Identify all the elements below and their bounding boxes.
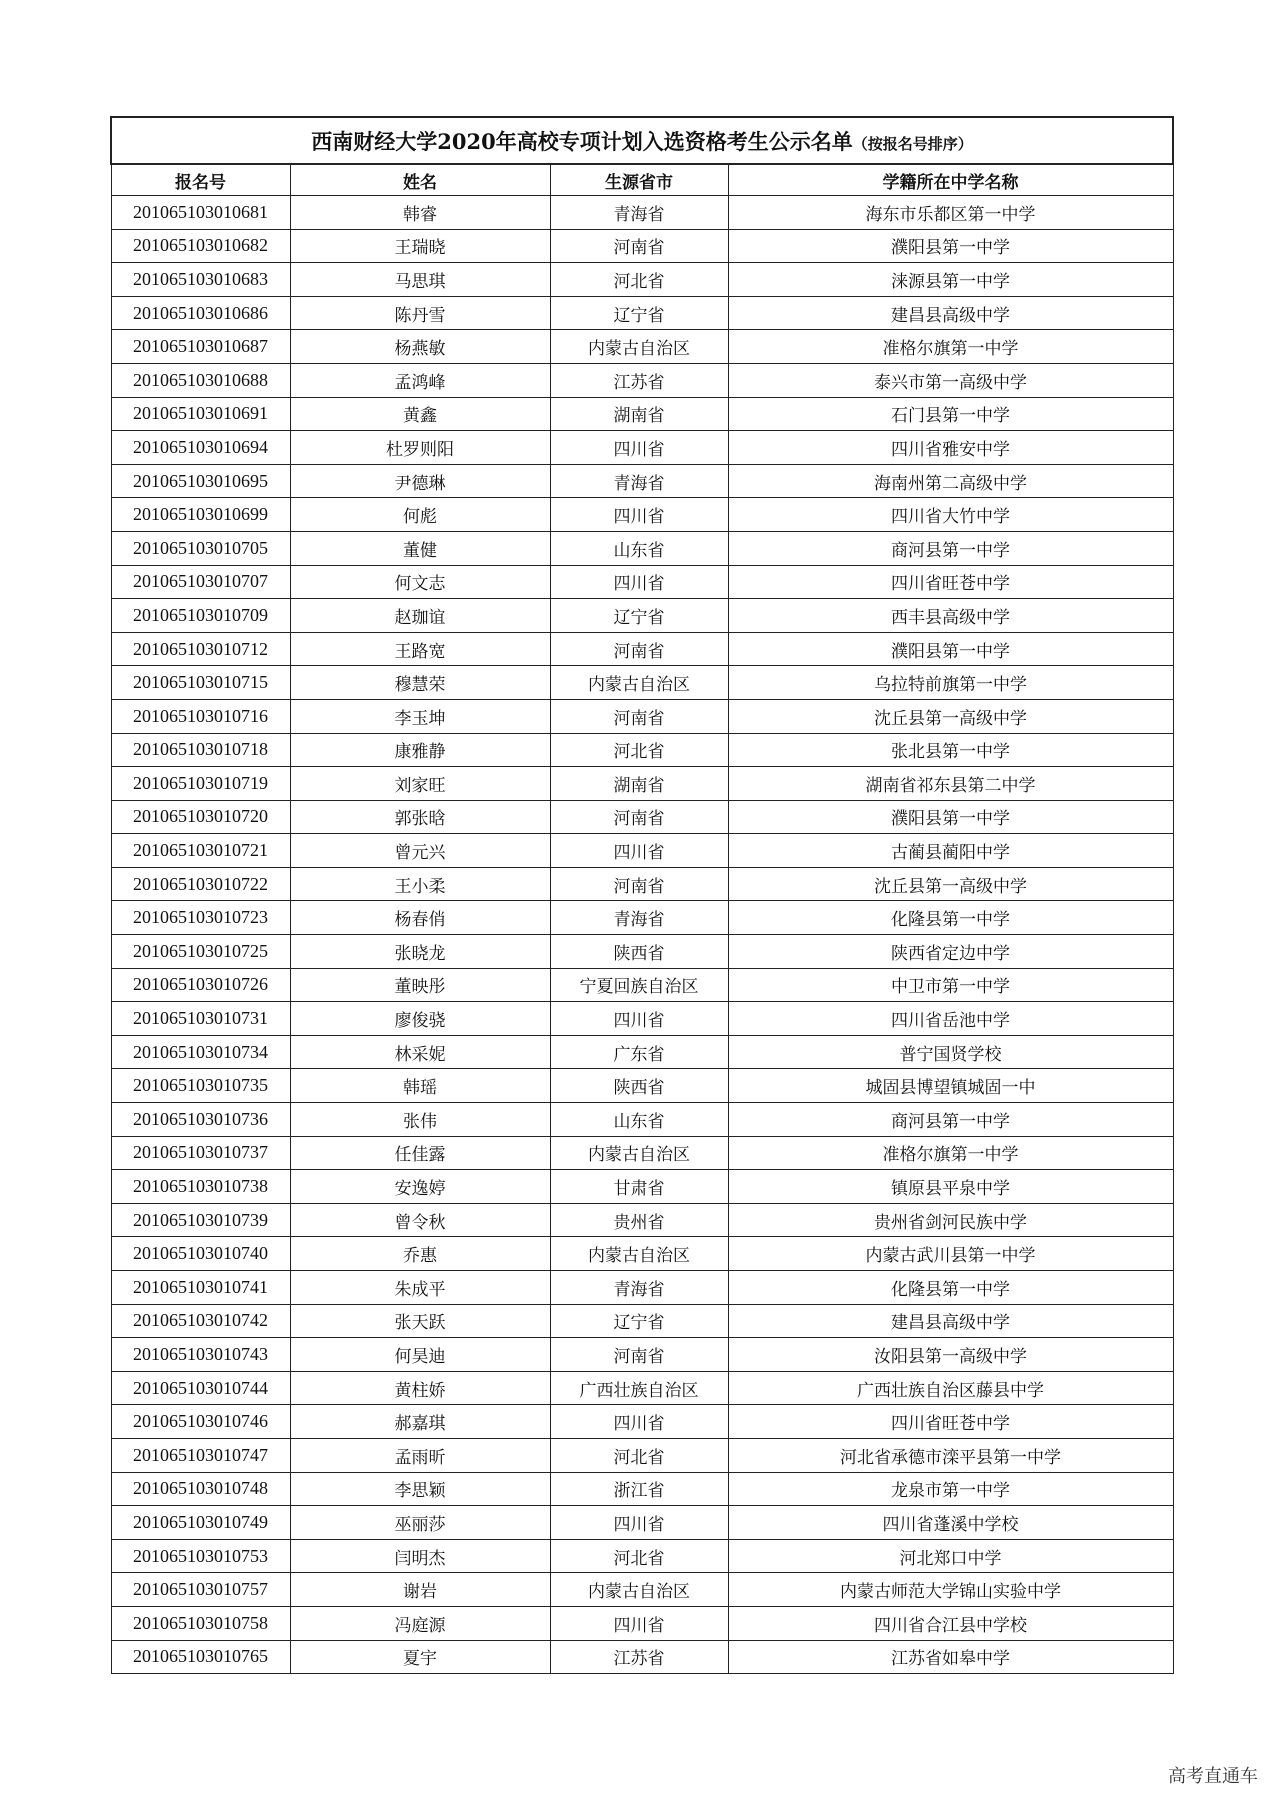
province-cell: 湖南省 bbox=[550, 767, 728, 801]
name-cell: 王瑞晓 bbox=[290, 229, 550, 263]
registration-no-cell: 201065103010738 bbox=[111, 1170, 290, 1204]
registration-no-cell: 201065103010746 bbox=[111, 1405, 290, 1439]
school-cell: 四川省岳池中学 bbox=[728, 1002, 1173, 1036]
table-row bbox=[111, 330, 1173, 364]
province-cell: 广西壮族自治区 bbox=[550, 1371, 728, 1405]
table-row bbox=[111, 867, 1173, 901]
province-cell: 河南省 bbox=[550, 229, 728, 263]
province-cell: 河北省 bbox=[550, 733, 728, 767]
name-cell: 夏宇 bbox=[290, 1640, 550, 1674]
name-cell: 郝嘉琪 bbox=[290, 1405, 550, 1439]
registration-no-cell: 201065103010734 bbox=[111, 1035, 290, 1069]
column-header-province: 生源省市 bbox=[550, 164, 728, 196]
province-cell: 河南省 bbox=[550, 800, 728, 834]
table-row bbox=[111, 1035, 1173, 1069]
school-cell: 四川省旺苍中学 bbox=[728, 565, 1173, 599]
table-row bbox=[111, 800, 1173, 834]
school-cell: 城固县博望镇城固一中 bbox=[728, 1069, 1173, 1103]
school-cell: 建昌县高级中学 bbox=[728, 296, 1173, 330]
title-row bbox=[111, 117, 1173, 164]
table-row bbox=[111, 1237, 1173, 1271]
column-header-registration-no: 报名号 bbox=[111, 164, 290, 196]
school-cell: 普宁国贤学校 bbox=[728, 1035, 1173, 1069]
watermark: 高考直通车 bbox=[1168, 1766, 1258, 1787]
name-cell: 黄柱娇 bbox=[290, 1371, 550, 1405]
name-cell: 廖俊骁 bbox=[290, 1002, 550, 1036]
name-cell: 韩睿 bbox=[290, 196, 550, 230]
province-cell: 江苏省 bbox=[550, 363, 728, 397]
name-cell: 安逸婷 bbox=[290, 1170, 550, 1204]
registration-no-cell: 201065103010753 bbox=[111, 1539, 290, 1573]
province-cell: 广东省 bbox=[550, 1035, 728, 1069]
table-row bbox=[111, 666, 1173, 700]
school-cell: 内蒙古武川县第一中学 bbox=[728, 1237, 1173, 1271]
school-cell: 商河县第一中学 bbox=[728, 1103, 1173, 1137]
column-header-row bbox=[111, 164, 1173, 196]
table-row bbox=[111, 431, 1173, 465]
province-cell: 陕西省 bbox=[550, 1069, 728, 1103]
school-cell: 张北县第一中学 bbox=[728, 733, 1173, 767]
registration-no-cell: 201065103010743 bbox=[111, 1338, 290, 1372]
province-cell: 甘肃省 bbox=[550, 1170, 728, 1204]
registration-no-cell: 201065103010723 bbox=[111, 901, 290, 935]
name-cell: 任佳露 bbox=[290, 1136, 550, 1170]
name-cell: 尹德琳 bbox=[290, 464, 550, 498]
province-cell: 内蒙古自治区 bbox=[550, 1136, 728, 1170]
name-cell: 穆慧荣 bbox=[290, 666, 550, 700]
registration-no-cell: 201065103010694 bbox=[111, 431, 290, 465]
registration-no-cell: 201065103010757 bbox=[111, 1573, 290, 1607]
table-row bbox=[111, 1539, 1173, 1573]
column-header-name: 姓名 bbox=[290, 164, 550, 196]
province-cell: 青海省 bbox=[550, 1271, 728, 1305]
name-cell: 李思颖 bbox=[290, 1472, 550, 1506]
table-row bbox=[111, 1371, 1173, 1405]
school-cell: 江苏省如皋中学 bbox=[728, 1640, 1173, 1674]
province-cell: 四川省 bbox=[550, 834, 728, 868]
school-cell: 河北郑口中学 bbox=[728, 1539, 1173, 1573]
table-row bbox=[111, 1438, 1173, 1472]
table-row bbox=[111, 397, 1173, 431]
province-cell: 河南省 bbox=[550, 699, 728, 733]
province-cell: 四川省 bbox=[550, 1002, 728, 1036]
registration-no-cell: 201065103010726 bbox=[111, 968, 290, 1002]
school-cell: 四川省大竹中学 bbox=[728, 498, 1173, 532]
province-cell: 四川省 bbox=[550, 498, 728, 532]
school-cell: 建昌县高级中学 bbox=[728, 1304, 1173, 1338]
table-row bbox=[111, 699, 1173, 733]
school-cell: 四川省蓬溪中学校 bbox=[728, 1506, 1173, 1540]
school-cell: 汝阳县第一高级中学 bbox=[728, 1338, 1173, 1372]
school-cell: 陕西省定边中学 bbox=[728, 935, 1173, 969]
province-cell: 山东省 bbox=[550, 531, 728, 565]
school-cell: 沈丘县第一高级中学 bbox=[728, 699, 1173, 733]
name-cell: 杜罗则阳 bbox=[290, 431, 550, 465]
school-cell: 准格尔旗第一中学 bbox=[728, 330, 1173, 364]
name-cell: 何彪 bbox=[290, 498, 550, 532]
province-cell: 四川省 bbox=[550, 1405, 728, 1439]
name-cell: 朱成平 bbox=[290, 1271, 550, 1305]
name-cell: 杨春俏 bbox=[290, 901, 550, 935]
school-cell: 石门县第一中学 bbox=[728, 397, 1173, 431]
registration-no-cell: 201065103010742 bbox=[111, 1304, 290, 1338]
table-row bbox=[111, 196, 1173, 230]
name-cell: 郭张晗 bbox=[290, 800, 550, 834]
school-cell: 海南州第二高级中学 bbox=[728, 464, 1173, 498]
registration-no-cell: 201065103010721 bbox=[111, 834, 290, 868]
registration-no-cell: 201065103010765 bbox=[111, 1640, 290, 1674]
province-cell: 宁夏回族自治区 bbox=[550, 968, 728, 1002]
title-note: （按报名号排序） bbox=[852, 134, 973, 153]
province-cell: 辽宁省 bbox=[550, 1304, 728, 1338]
school-cell: 镇原县平泉中学 bbox=[728, 1170, 1173, 1204]
registration-no-cell: 201065103010699 bbox=[111, 498, 290, 532]
province-cell: 四川省 bbox=[550, 1606, 728, 1640]
school-cell: 沈丘县第一高级中学 bbox=[728, 867, 1173, 901]
name-cell: 韩瑶 bbox=[290, 1069, 550, 1103]
province-cell: 内蒙古自治区 bbox=[550, 1237, 728, 1271]
registration-no-cell: 201065103010719 bbox=[111, 767, 290, 801]
province-cell: 内蒙古自治区 bbox=[550, 1573, 728, 1607]
school-cell: 广西壮族自治区藤县中学 bbox=[728, 1371, 1173, 1405]
school-cell: 化隆县第一中学 bbox=[728, 1271, 1173, 1305]
table-row bbox=[111, 901, 1173, 935]
registration-no-cell: 201065103010705 bbox=[111, 531, 290, 565]
table-row bbox=[111, 1069, 1173, 1103]
roster-document bbox=[110, 116, 1172, 1674]
province-cell: 四川省 bbox=[550, 565, 728, 599]
school-cell: 乌拉特前旗第一中学 bbox=[728, 666, 1173, 700]
school-cell: 濮阳县第一中学 bbox=[728, 800, 1173, 834]
table-row bbox=[111, 1606, 1173, 1640]
name-cell: 张晓龙 bbox=[290, 935, 550, 969]
table-row bbox=[111, 1640, 1173, 1674]
table-row bbox=[111, 296, 1173, 330]
table-row bbox=[111, 733, 1173, 767]
name-cell: 曾令秋 bbox=[290, 1203, 550, 1237]
school-cell: 涞源县第一中学 bbox=[728, 263, 1173, 297]
name-cell: 谢岩 bbox=[290, 1573, 550, 1607]
name-cell: 李玉坤 bbox=[290, 699, 550, 733]
title-text: 西南财经大学2020年高校专项计划入选资格考生公示名单 bbox=[311, 128, 853, 154]
registration-no-cell: 201065103010712 bbox=[111, 632, 290, 666]
table-row bbox=[111, 1304, 1173, 1338]
table-row bbox=[111, 767, 1173, 801]
table-row bbox=[111, 1573, 1173, 1607]
registration-no-cell: 201065103010681 bbox=[111, 196, 290, 230]
registration-no-cell: 201065103010740 bbox=[111, 1237, 290, 1271]
registration-no-cell: 201065103010707 bbox=[111, 565, 290, 599]
province-cell: 河北省 bbox=[550, 263, 728, 297]
name-cell: 董健 bbox=[290, 531, 550, 565]
registration-no-cell: 201065103010735 bbox=[111, 1069, 290, 1103]
name-cell: 陈丹雪 bbox=[290, 296, 550, 330]
school-cell: 海东市乐都区第一中学 bbox=[728, 196, 1173, 230]
table-row bbox=[111, 935, 1173, 969]
table-row bbox=[111, 531, 1173, 565]
table-row bbox=[111, 263, 1173, 297]
province-cell: 河南省 bbox=[550, 867, 728, 901]
table-row bbox=[111, 1271, 1173, 1305]
name-cell: 黄鑫 bbox=[290, 397, 550, 431]
registration-no-cell: 201065103010758 bbox=[111, 1606, 290, 1640]
table-row bbox=[111, 834, 1173, 868]
registration-no-cell: 201065103010682 bbox=[111, 229, 290, 263]
province-cell: 青海省 bbox=[550, 196, 728, 230]
registration-no-cell: 201065103010695 bbox=[111, 464, 290, 498]
name-cell: 闫明杰 bbox=[290, 1539, 550, 1573]
province-cell: 辽宁省 bbox=[550, 599, 728, 633]
school-cell: 濮阳县第一中学 bbox=[728, 632, 1173, 666]
province-cell: 陕西省 bbox=[550, 935, 728, 969]
name-cell: 何昊迪 bbox=[290, 1338, 550, 1372]
table-row bbox=[111, 632, 1173, 666]
school-cell: 四川省合江县中学校 bbox=[728, 1606, 1173, 1640]
school-cell: 内蒙古师范大学锦山实验中学 bbox=[728, 1573, 1173, 1607]
name-cell: 巫丽莎 bbox=[290, 1506, 550, 1540]
province-cell: 贵州省 bbox=[550, 1203, 728, 1237]
registration-no-cell: 201065103010748 bbox=[111, 1472, 290, 1506]
registration-no-cell: 201065103010725 bbox=[111, 935, 290, 969]
registration-no-cell: 201065103010736 bbox=[111, 1103, 290, 1137]
registration-no-cell: 201065103010715 bbox=[111, 666, 290, 700]
province-cell: 河南省 bbox=[550, 632, 728, 666]
name-cell: 杨燕敏 bbox=[290, 330, 550, 364]
name-cell: 林采妮 bbox=[290, 1035, 550, 1069]
table-row bbox=[111, 498, 1173, 532]
province-cell: 河北省 bbox=[550, 1438, 728, 1472]
province-cell: 山东省 bbox=[550, 1103, 728, 1137]
table-row bbox=[111, 1405, 1173, 1439]
table-row bbox=[111, 363, 1173, 397]
registration-no-cell: 201065103010739 bbox=[111, 1203, 290, 1237]
name-cell: 张天跃 bbox=[290, 1304, 550, 1338]
province-cell: 河南省 bbox=[550, 1338, 728, 1372]
registration-no-cell: 201065103010718 bbox=[111, 733, 290, 767]
name-cell: 赵珈谊 bbox=[290, 599, 550, 633]
table-row bbox=[111, 565, 1173, 599]
name-cell: 孟雨昕 bbox=[290, 1438, 550, 1472]
school-cell: 湖南省祁东县第二中学 bbox=[728, 767, 1173, 801]
registration-no-cell: 201065103010747 bbox=[111, 1438, 290, 1472]
province-cell: 青海省 bbox=[550, 901, 728, 935]
registration-no-cell: 201065103010709 bbox=[111, 599, 290, 633]
name-cell: 张伟 bbox=[290, 1103, 550, 1137]
province-cell: 河北省 bbox=[550, 1539, 728, 1573]
name-cell: 孟鸿峰 bbox=[290, 363, 550, 397]
province-cell: 辽宁省 bbox=[550, 296, 728, 330]
school-cell: 河北省承德市滦平县第一中学 bbox=[728, 1438, 1173, 1472]
table-row bbox=[111, 1338, 1173, 1372]
school-cell: 贵州省剑河民族中学 bbox=[728, 1203, 1173, 1237]
registration-no-cell: 201065103010686 bbox=[111, 296, 290, 330]
name-cell: 冯庭源 bbox=[290, 1606, 550, 1640]
registration-no-cell: 201065103010683 bbox=[111, 263, 290, 297]
school-cell: 濮阳县第一中学 bbox=[728, 229, 1173, 263]
roster-body bbox=[111, 196, 1173, 1674]
province-cell: 浙江省 bbox=[550, 1472, 728, 1506]
table-row bbox=[111, 1002, 1173, 1036]
school-cell: 准格尔旗第一中学 bbox=[728, 1136, 1173, 1170]
table-row bbox=[111, 1472, 1173, 1506]
table-row bbox=[111, 1103, 1173, 1137]
table-row bbox=[111, 1506, 1173, 1540]
table-row bbox=[111, 1136, 1173, 1170]
school-cell: 龙泉市第一中学 bbox=[728, 1472, 1173, 1506]
table-row bbox=[111, 968, 1173, 1002]
name-cell: 乔惠 bbox=[290, 1237, 550, 1271]
registration-no-cell: 201065103010749 bbox=[111, 1506, 290, 1540]
column-header-school: 学籍所在中学名称 bbox=[728, 164, 1173, 196]
province-cell: 青海省 bbox=[550, 464, 728, 498]
registration-no-cell: 201065103010716 bbox=[111, 699, 290, 733]
name-cell: 刘家旺 bbox=[290, 767, 550, 801]
school-cell: 泰兴市第一高级中学 bbox=[728, 363, 1173, 397]
table-row bbox=[111, 599, 1173, 633]
table-row bbox=[111, 464, 1173, 498]
name-cell: 何文志 bbox=[290, 565, 550, 599]
table-row bbox=[111, 1203, 1173, 1237]
school-cell: 四川省雅安中学 bbox=[728, 431, 1173, 465]
province-cell: 四川省 bbox=[550, 1506, 728, 1540]
registration-no-cell: 201065103010720 bbox=[111, 800, 290, 834]
name-cell: 王路宽 bbox=[290, 632, 550, 666]
name-cell: 马思琪 bbox=[290, 263, 550, 297]
school-cell: 中卫市第一中学 bbox=[728, 968, 1173, 1002]
registration-no-cell: 201065103010722 bbox=[111, 867, 290, 901]
registration-no-cell: 201065103010688 bbox=[111, 363, 290, 397]
province-cell: 内蒙古自治区 bbox=[550, 330, 728, 364]
name-cell: 康雅静 bbox=[290, 733, 550, 767]
province-cell: 湖南省 bbox=[550, 397, 728, 431]
school-cell: 四川省旺苍中学 bbox=[728, 1405, 1173, 1439]
registration-no-cell: 201065103010731 bbox=[111, 1002, 290, 1036]
registration-no-cell: 201065103010691 bbox=[111, 397, 290, 431]
school-cell: 古蔺县蔺阳中学 bbox=[728, 834, 1173, 868]
school-cell: 西丰县高级中学 bbox=[728, 599, 1173, 633]
table-row bbox=[111, 1170, 1173, 1204]
province-cell: 四川省 bbox=[550, 431, 728, 465]
province-cell: 内蒙古自治区 bbox=[550, 666, 728, 700]
school-cell: 化隆县第一中学 bbox=[728, 901, 1173, 935]
registration-no-cell: 201065103010741 bbox=[111, 1271, 290, 1305]
name-cell: 王小柔 bbox=[290, 867, 550, 901]
roster-table bbox=[110, 116, 1174, 1674]
registration-no-cell: 201065103010687 bbox=[111, 330, 290, 364]
document-title bbox=[111, 117, 1173, 164]
table-row bbox=[111, 229, 1173, 263]
name-cell: 曾元兴 bbox=[290, 834, 550, 868]
registration-no-cell: 201065103010737 bbox=[111, 1136, 290, 1170]
province-cell: 江苏省 bbox=[550, 1640, 728, 1674]
registration-no-cell: 201065103010744 bbox=[111, 1371, 290, 1405]
name-cell: 董映彤 bbox=[290, 968, 550, 1002]
school-cell: 商河县第一中学 bbox=[728, 531, 1173, 565]
